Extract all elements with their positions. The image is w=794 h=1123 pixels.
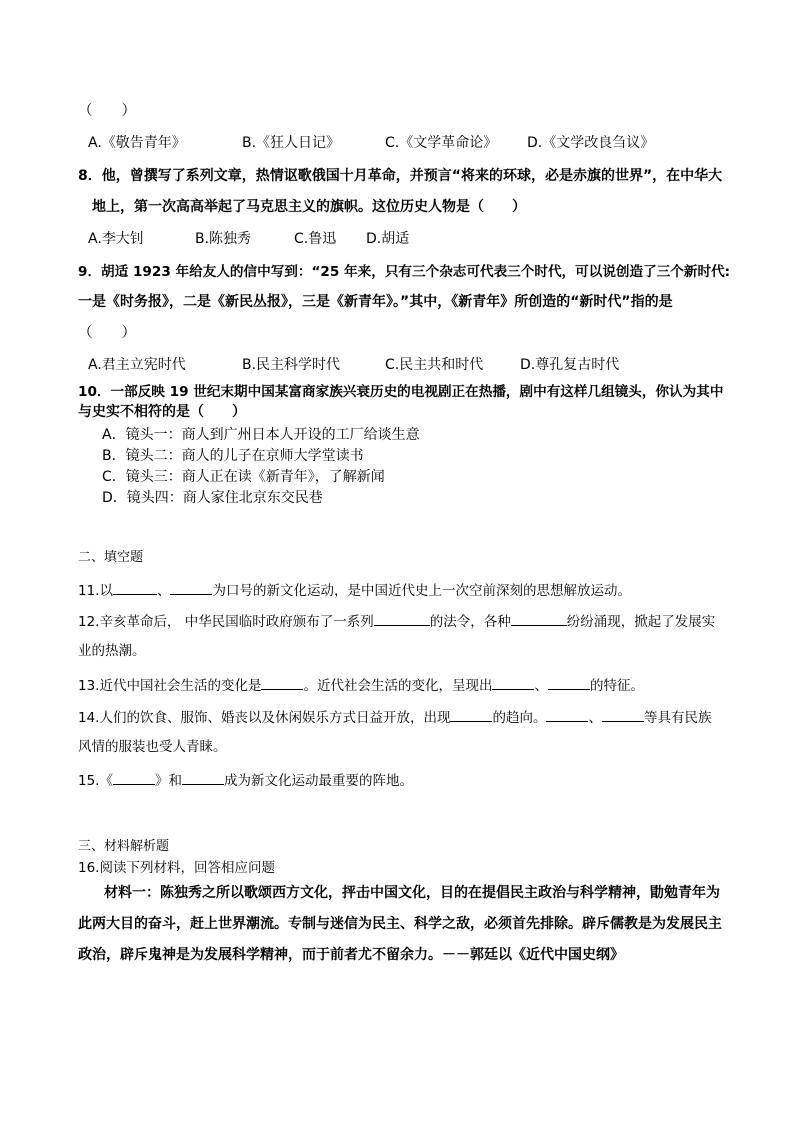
q14-line2: 风情的服装也受人青睐。: [78, 739, 227, 755]
q8-option-b: B.陈独秀: [195, 231, 252, 247]
q9-stem-line1: 9．胡适 1923 年给友人的信中写到：“25 年来，只有三个杂志可代表三个时代，可以说创造了三个新时代:: [78, 264, 731, 280]
q10-option-d: D．镜头四：商人家住北京东交民巷: [102, 490, 323, 506]
q9-option-a: A.君主立宪时代: [88, 357, 186, 373]
q9-answer-paren: （ ）: [78, 325, 136, 341]
q13-blank-2[interactable]: [492, 674, 534, 690]
q14-blank-1[interactable]: [450, 706, 492, 722]
q10-stem-line2: 与史实不相符的是（ ）: [78, 404, 246, 420]
q12-line2: 业的热潮。: [78, 643, 146, 659]
q14-blank-3[interactable]: [602, 706, 644, 722]
q11-blank-1[interactable]: [113, 579, 157, 595]
q13-blank-1[interactable]: [261, 674, 303, 690]
q12-line1: 12.辛亥革命后， 中华民国临时政府颁布了一系列 的法令，各种 纷纷涌现，掀起了发展实: [78, 610, 715, 632]
q10-option-b: B．镜头二：商人的儿子在京师大学堂读书: [102, 448, 364, 464]
q9-option-b: B.民主科学时代: [242, 357, 341, 373]
q16-material1-line3: 政治，辟斥鬼神是为发展科学精神，而于前者尤不留余力。－－郭廷以《近代中国史纲》: [78, 947, 624, 963]
q10-option-a: A．镜头一：商人到广州日本人开设的工厂给谈生意: [102, 427, 420, 443]
q16-stem: 16.阅读下列材料，回答相应问题: [78, 860, 275, 876]
q11: 11.以 、 为口号的新文化运动，是中国近代史上一次空前深刻的思想解放运动。: [78, 579, 631, 601]
q13-blank-3[interactable]: [548, 674, 590, 690]
q16-material1-line2: 此两大目的奋斗，赶上世界潮流。专制与迷信为民主、科学之敌，必须首先排除。辟斥儒教是为发展民主: [78, 916, 722, 932]
q15-blank-1[interactable]: [113, 769, 155, 785]
q7-answer-paren: （ ）: [78, 103, 136, 119]
q8-option-d: D.胡适: [366, 231, 410, 247]
q10-option-c: C．镜头三：商人正在读《新青年》，了解新闻: [102, 469, 385, 485]
q8-option-a: A.李大钊: [88, 231, 144, 247]
q12-blank-2[interactable]: [511, 610, 567, 626]
q7-option-b: B.《狂人日记》: [242, 135, 341, 151]
q8-stem-line1: 8．他，曾撰写了系列文章，热情讴歌俄国十月革命，并预言“将来的环球，必是赤旗的世界”，在中华大: [78, 168, 723, 184]
q8-option-c: C.鲁迅: [294, 231, 337, 247]
q9-option-c: C.民主共和时代: [385, 357, 484, 373]
section2-title: 二、填空题: [78, 550, 144, 565]
q7-option-d: D.《文学改良刍议》: [527, 135, 655, 151]
q12-blank-1[interactable]: [374, 610, 430, 626]
q7-option-c: C.《文学革命论》: [385, 135, 498, 151]
q14-blank-2[interactable]: [546, 706, 588, 722]
q7-option-a: A.《敬告青年》: [88, 135, 186, 151]
section3-title: 三、材料解析题: [78, 839, 170, 854]
q14-line1: 14.人们的饮食、服饰、婚丧以及休闲娱乐方式日益开放，出现 的趋向。 、 等具有民族: [78, 706, 711, 728]
q11-blank-2[interactable]: [170, 579, 212, 595]
q16-material1-line1: 材料一：陈独秀之所以歌颂西方文化，抨击中国文化，目的在提倡民主政治与科学精神，勖勉青年为: [104, 885, 720, 901]
q10-stem-line1: 10．一部反映 19 世纪末期中国某富商家族兴衰历史的电视剧正在热播，剧中有这样几组镜头，你认为其中: [78, 384, 724, 400]
q15: 15.《 》和 成为新文化运动最重要的阵地。: [78, 769, 413, 791]
q8-stem-line2: 地上，第一次高高举起了马克思主义的旗帜。这位历史人物是（ ）: [92, 199, 526, 215]
q15-blank-2[interactable]: [182, 769, 224, 785]
q9-stem-line2: 一是《时务报》，二是《新民丛报》，三是《新青年》。”其中，《新青年》所创造的“新时代”指的是: [78, 294, 673, 310]
q9-option-d: D.尊孔复古时代: [520, 357, 620, 373]
q13: 13.近代中国社会生活的变化是 。近代社会生活的变化，呈现出 、 的特征。: [78, 674, 644, 696]
